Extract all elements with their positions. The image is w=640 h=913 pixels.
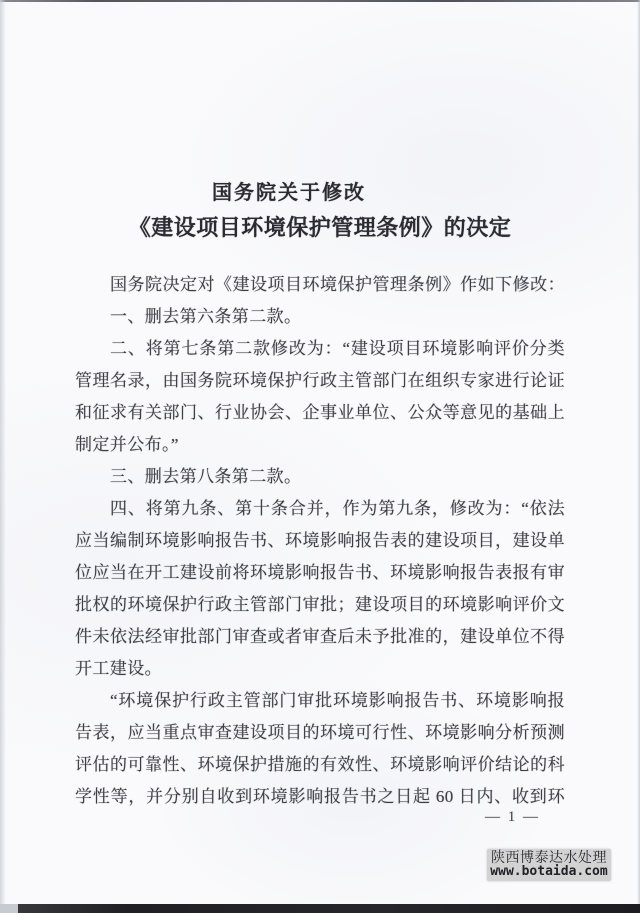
- document-title-line2: 《建设项目环境保护管理条例》的决定: [128, 215, 512, 240]
- body-line: 告表，应当重点审查建设项目的环境可行性、环境影响分析预测: [75, 723, 565, 742]
- page-number: — 1 —: [485, 809, 540, 825]
- body-line: 制定并公布。”: [75, 435, 179, 454]
- body-line: 管理名录，由国务院环境保护行政主管部门在组织专家进行论证: [75, 371, 565, 390]
- body-line: 评估的可靠性、环境保护措施的有效性、环境影响评价结论的科: [75, 755, 565, 774]
- body-line: 应当编制环境影响报告书、环境影响报告表的建设项目，建设单: [75, 531, 565, 550]
- body-line: 一、删去第六条第二款。: [110, 307, 302, 326]
- scan-bottom-bar: [0, 904, 640, 913]
- body-line: 批权的环境保护行政主管部门审批；建设项目的环境影响评价文: [75, 595, 565, 614]
- document-title-line1: 国务院关于修改: [212, 182, 366, 204]
- body-line: 四、将第九条、第十条合并，作为第九条，修改为：“依法: [110, 499, 565, 518]
- scan-top-edge: [0, 0, 640, 2]
- watermark-website-url: www.botaida.com: [490, 864, 608, 879]
- body-line: 位应当在开工建设前将环境影响报告书、环境影响报告表报有审: [75, 563, 565, 582]
- watermark-stamp: [487, 849, 611, 881]
- body-line: 国务院决定对《建设项目环境保护管理条例》作如下修改：: [110, 275, 565, 294]
- scan-bottom-corner-notch: [0, 904, 18, 913]
- body-line: 学性等，并分别自收到环境影响报告书之日起 60 日内、收到环: [75, 787, 565, 806]
- scan-left-edge: [0, 0, 6, 913]
- document-body: [75, 269, 565, 813]
- body-line: 三、删去第八条第二款。: [110, 467, 302, 486]
- body-line: 件未依法经审批部门审查或者审查后未予批准的，建设单位不得: [75, 627, 565, 646]
- body-line: 和征求有关部门、行业协会、企事业单位、公众等意见的基础上: [75, 403, 565, 422]
- watermark-company-name: 陕西博泰达水处理: [491, 849, 607, 865]
- body-line: 开工建设。: [75, 659, 162, 678]
- body-line: 二、将第七条第二款修改为：“建设项目环境影响评价分类: [110, 339, 565, 358]
- body-line: “环境保护行政主管部门审批环境影响报告书、环境影响报: [110, 691, 565, 710]
